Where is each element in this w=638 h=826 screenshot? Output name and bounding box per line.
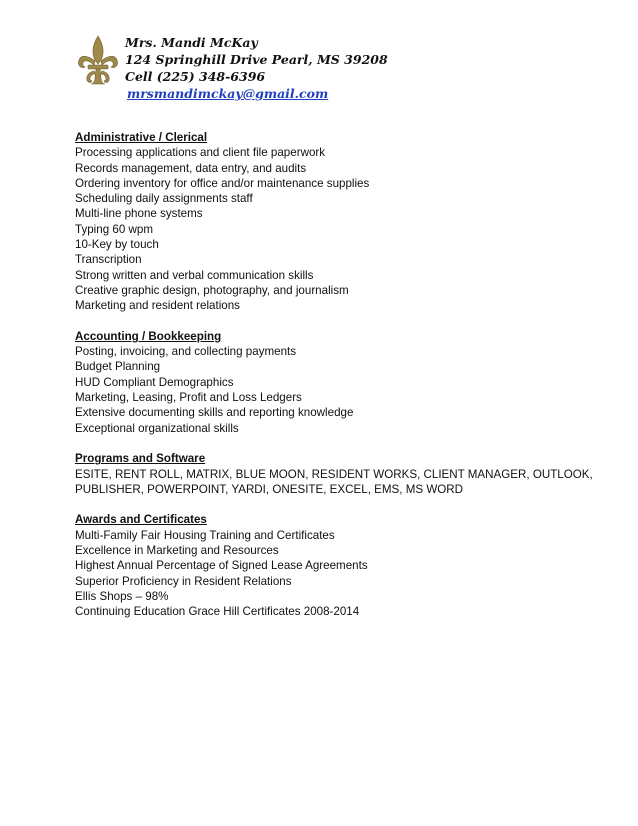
list-item: Multi-Family Fair Housing Training and Certificates <box>75 528 335 542</box>
section-title: Administrative / Clerical <box>75 131 208 144</box>
resume-body <box>75 130 615 635</box>
list-item: Continuing Education Grace Hill Certificates 2008-2014 <box>75 605 360 619</box>
list-item: Processing applications and client file paperwork <box>75 146 326 160</box>
list-item: Marketing and resident relations <box>75 299 240 313</box>
list-item: Typing 60 wpm <box>75 222 153 236</box>
list-item: Posting, invoicing, and collecting payments <box>75 345 297 359</box>
fleur-de-lis-icon <box>75 34 121 88</box>
list-item: HUD Compliant Demographics <box>75 375 234 389</box>
list-item: Ordering inventory for office and/or maintenance supplies <box>75 176 370 190</box>
list-item: Multi-line phone systems <box>75 207 203 221</box>
list-item: Superior Proficiency in Resident Relations <box>75 574 292 588</box>
section-title: Programs and Software <box>75 452 206 466</box>
list-item: 10-Key by touch <box>75 238 159 252</box>
resume-header <box>75 34 595 106</box>
list-item: Transcription <box>75 253 142 267</box>
section-title: Accounting / Bookkeeping <box>75 329 222 343</box>
list-item: Strong written and verbal communication skills <box>75 268 314 282</box>
list-item: Exceptional organizational skills <box>75 421 239 435</box>
section-administrative <box>75 130 615 314</box>
programs-list-line: ESITE, RENT ROLL, MATRIX, BLUE MOON, RESIDENT WORKS, CLIENT MANAGER, OUTLOOK, <box>75 467 593 481</box>
programs-list-line: PUBLISHER, POWERPOINT, YARDI, ONESITE, EXCEL, EMS, MS WORD <box>75 482 464 496</box>
applicant-address: 124 Springhill Drive Pearl, MS 39208 <box>125 52 388 67</box>
list-item: Budget Planning <box>75 360 161 374</box>
applicant-email-link[interactable]: mrsmandimckay@gmail.com <box>127 86 329 101</box>
section-title: Awards and Certificates <box>75 513 207 527</box>
list-item: Ellis Shops – 98% <box>75 589 169 603</box>
list-item: Excellence in Marketing and Resources <box>75 544 279 558</box>
applicant-name: Mrs. Mandi McKay <box>125 35 258 50</box>
list-item: Highest Annual Percentage of Signed Lease Agreements <box>75 559 368 573</box>
list-item: Marketing, Leasing, Profit and Loss Ledgers <box>75 391 302 405</box>
section-programs <box>75 451 615 497</box>
section-accounting <box>75 329 615 436</box>
list-item: Scheduling daily assignments staff <box>75 192 253 206</box>
contact-block <box>125 34 388 102</box>
section-awards <box>75 512 615 619</box>
list-item: Extensive documenting skills and reporting knowledge <box>75 406 354 420</box>
list-item: Creative graphic design, photography, and journalism <box>75 283 349 297</box>
list-item: Records management, data entry, and audits <box>75 161 307 175</box>
applicant-phone: Cell (225) 348-6396 <box>125 69 266 84</box>
